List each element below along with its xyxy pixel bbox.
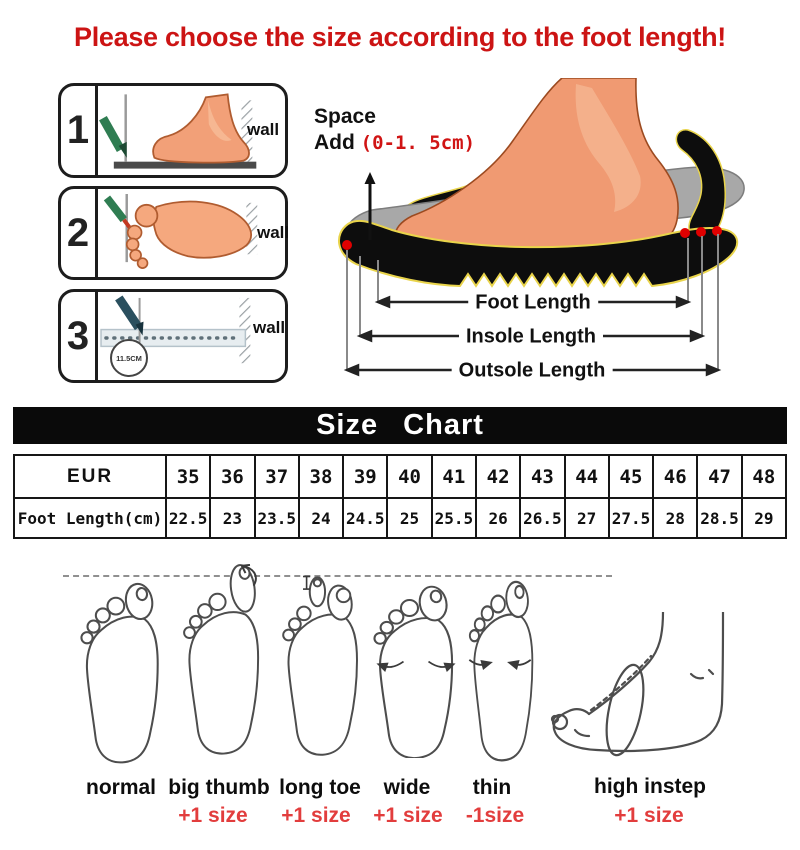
foot-length-label: Foot Length [468,292,598,315]
foot-type-label-big-thumb: big thumb [168,776,270,799]
pencil-tip [124,220,130,228]
foot-type-label-high-instep: high instep [594,775,706,798]
toe [128,226,142,240]
foot-type-label-normal: normal [85,776,157,799]
size-adjustment-long-toe: +1 size [281,804,351,827]
foot-type-label-long-toe: long toe [279,776,361,799]
foot-side-illustration [153,94,249,162]
eur-size: 42 [476,455,520,498]
space-word: Space [314,105,376,128]
measure-dot [680,228,690,238]
foot-length-cm: 28 [653,498,697,538]
row-header-eur: EUR [14,455,166,498]
foot-type-long-toe-illustration [276,572,366,770]
foot-length-cm: 25 [387,498,431,538]
foot-type-label-thin: thin [472,776,512,799]
foot-type-label-wide: wide [383,776,431,799]
measure-step-panel-3 [58,289,288,383]
measure-step-panel-1 [58,83,288,178]
foot-type-wide-illustration [366,583,466,758]
size-adjustment-thin: -1size [465,804,525,827]
pencil-icon [107,198,124,220]
wall-label: wall [257,223,290,242]
eur-size: 35 [166,455,210,498]
foot-length-cm: 25.5 [432,498,476,538]
foot-length-cm: 23.5 [255,498,299,538]
ruler-length-badge [110,339,148,377]
ruler-length-text: 11.5CM [116,353,142,363]
eur-size: 47 [697,455,741,498]
foot-length-cm: 28.5 [697,498,741,538]
space-add-value: (0-1. 5cm) [360,132,476,154]
eur-size: 40 [387,455,431,498]
row-header-foot-length: Foot Length(cm) [14,498,166,538]
space-add-arrowhead [365,172,376,184]
eur-size: 46 [653,455,697,498]
measure-step-panel-2 [58,186,288,280]
eur-size: 45 [609,455,653,498]
instep-measure-loop [600,662,650,759]
measure-dot [696,227,706,237]
foot-type-normal-illustration [74,580,167,768]
eur-size: 38 [299,455,343,498]
eur-size: 37 [255,455,299,498]
foot-sole-illustration [153,202,251,258]
space-add-label [314,104,475,156]
eur-size: 48 [742,455,786,498]
eur-size: 36 [210,455,254,498]
size-chart-banner [13,407,787,444]
foot-type-high-instep-illustration [545,612,745,764]
toe-length-marker [303,577,310,590]
eur-size: 41 [432,455,476,498]
foot-length-cm: 29 [742,498,786,538]
foot-length-cm: 27.5 [609,498,653,538]
eur-size: 44 [565,455,609,498]
outsole-length-label: Outsole Length [452,360,613,383]
size-adjustment-high-instep: +1 size [614,804,684,827]
pencil-icon [103,118,121,150]
pencil-icon [119,298,139,328]
foot-length-cm: 24.5 [343,498,387,538]
foot-length-cm: 26 [476,498,520,538]
foot-length-cm: 24 [299,498,343,538]
size-adjustment-wide: +1 size [373,804,443,827]
foot-length-cm: 23 [210,498,254,538]
size-adjustment-big-thumb: +1 size [178,804,248,827]
page-title: Please choose the size according to the foot length! [73,22,726,52]
size-chart-table [13,454,787,539]
toe [138,258,148,268]
eur-size: 39 [343,455,387,498]
foot-type-big-thumb-illustration [176,564,268,768]
step-number: 2 [61,189,98,277]
foot-length-cm: 26.5 [520,498,564,538]
foot-type-thin-illustration [460,578,540,764]
foot-length-cm: 22.5 [166,498,210,538]
size-chart-banner-text: Size Chart [316,409,484,441]
big-toe [136,205,158,227]
insole-length-label: Insole Length [459,326,603,349]
toe [127,238,139,250]
step-number: 3 [61,292,98,380]
foot-length-cm: 27 [565,498,609,538]
wall-label: wall [253,318,286,337]
table-row-eur [14,455,786,498]
add-word: Add [314,131,355,154]
measure-dot [342,240,352,250]
table-row-foot-length [14,498,786,538]
eur-size: 43 [520,455,564,498]
step-number: 1 [61,86,98,175]
wall-label: wall [247,120,280,139]
